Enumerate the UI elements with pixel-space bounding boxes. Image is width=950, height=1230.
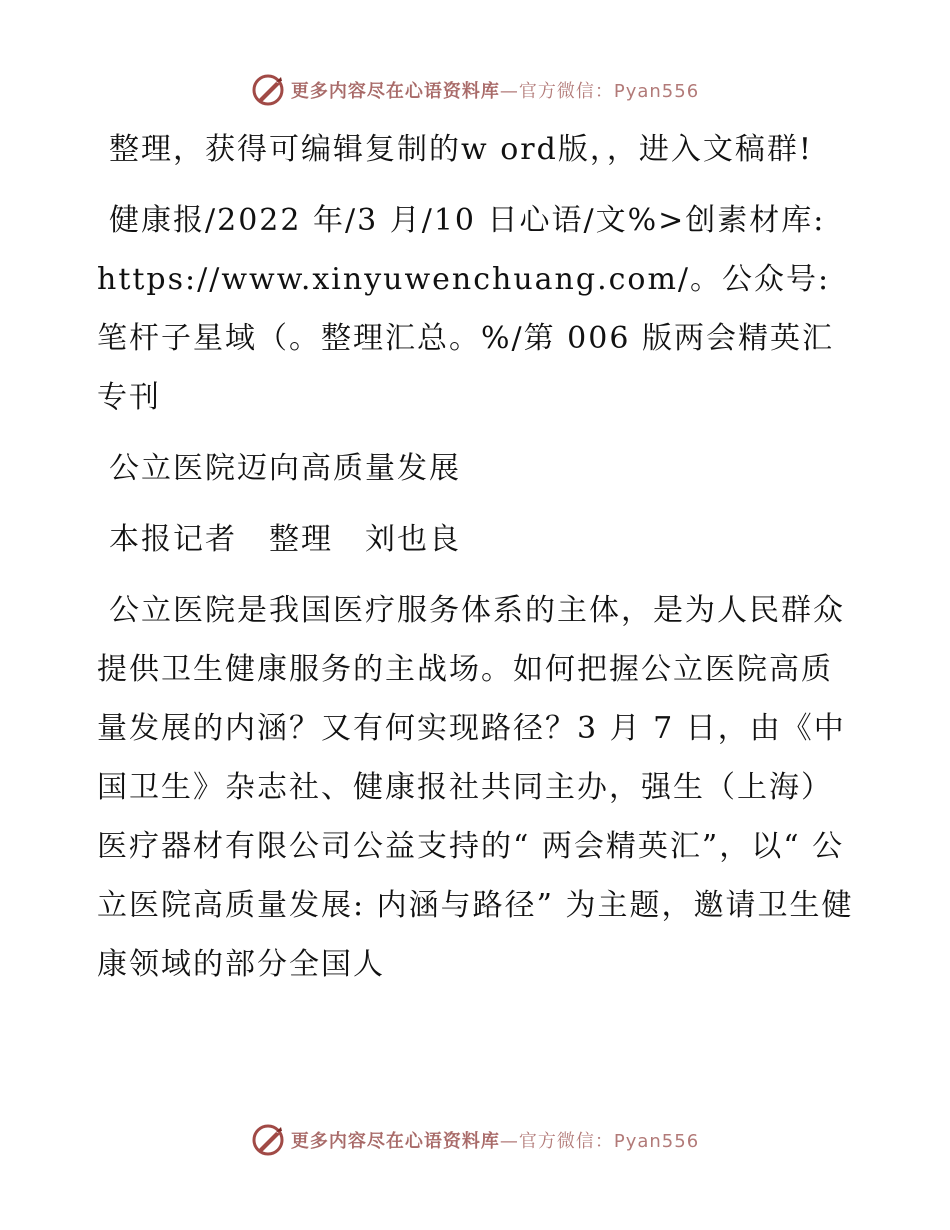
footer-watermark-banner (0, 1120, 950, 1160)
pen-logo-icon (251, 73, 285, 107)
pen-logo-icon (251, 1123, 285, 1157)
paragraph-intro: 整理，获得可编辑复制的w ord版，，进入文稿群! (109, 132, 813, 167)
banner-text: 更多内容尽在心语资料库—官方微信：Pyan556 (290, 81, 700, 102)
article-title: 公立医院迈向高质量发展 (109, 451, 461, 486)
header-watermark-banner (0, 70, 950, 110)
banner-text: 更多内容尽在心语资料库—官方微信：Pyan556 (290, 1131, 700, 1152)
article-byline: 本报记者 整理 刘也良 (109, 522, 461, 557)
paragraph-source: 健康报/2022 年/3 月/10 日心语/文%>创素材库: https://www.xinyuwenchuang.com/。公众号: 笔杆子星域（。整理汇总。%/第 006 版两会精英汇专刊 (97, 203, 834, 415)
paragraph-body: 公立医院是我国医疗服务体系的主体，是为人民群众提供卫生健康服务的主战场。如何把握公立医院高质量发展的内涵？又有何实现路径？3 月 7 日，由《中国卫生》杂志社、健康报社共同主办，强生（上海）医疗器材有限公司公益支持的“ 两会精英汇”，以“ 公立医院高质量发展: 内涵与路径” 为主题，邀请卫生健康领域的部分全国人 (97, 593, 854, 982)
document-body (97, 120, 857, 1006)
